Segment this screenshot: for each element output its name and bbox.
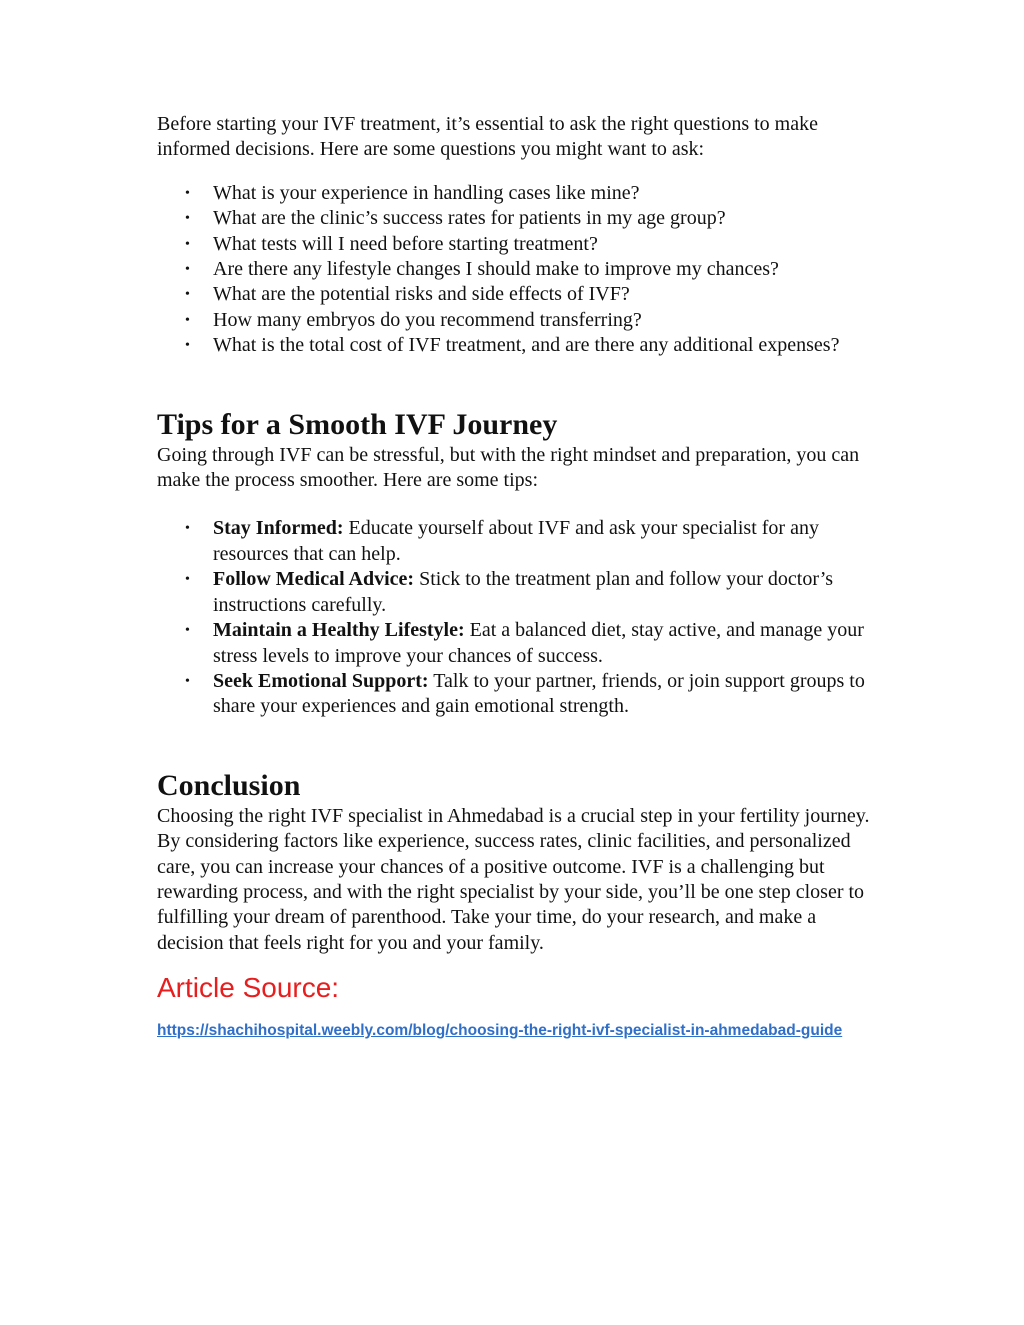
list-item (157, 618, 877, 669)
bullet-icon: • (185, 211, 190, 227)
bullet-icon: • (185, 572, 190, 588)
intro-paragraph: Before starting your IVF treatment, it’s essential to ask the right questions to make informed decisions. Here are some questions you might want to ask: (157, 113, 818, 161)
article-source-link[interactable]: https://shachihospital.weebly.com/blog/choosing-the-right-ivf-specialist-in-ahmedabad-guide (157, 1022, 843, 1040)
bullet-icon: • (185, 623, 190, 639)
list-item: • What is your experience in handling cases like mine? (157, 181, 877, 206)
bullet-icon: • (185, 338, 190, 354)
tip-text: Educate yourself about IVF and ask your specialist for any resources that can help. (213, 517, 819, 565)
list-item: • What are the clinic’s success rates for patients in my age group? (157, 206, 877, 231)
list-item (157, 669, 877, 720)
bullet-icon: • (185, 236, 190, 252)
tips-intro-paragraph: Going through IVF can be stressful, but with the right mindset and preparation, you can make the process smoother. Here are some tips: (157, 443, 860, 492)
tip-text: Stick to the treatment plan and follow your doctor’s instructions carefully. (213, 568, 834, 616)
bullet-icon: • (185, 185, 190, 201)
questions-list (157, 181, 877, 359)
document-page (157, 112, 877, 1041)
conclusion-heading: Conclusion (157, 768, 301, 802)
bullet-icon: • (185, 521, 190, 537)
bullet-icon: • (185, 312, 190, 328)
bullet-icon: • (185, 673, 190, 689)
conclusion-paragraph: Choosing the right IVF specialist in Ahmedabad is a crucial step in your fertility journey. By considering factors like experience, success rates, clinic facilities, and personalized care, you can increase your chances of a positive outcome. IVF is a challenging but rewarding process, and with the right specialist by your side, you’ll be one step closer to fulfilling your dream of parenthood. Take your time, do your research, and make a decision that feels right for you and your family. (157, 804, 870, 954)
tip-label: Maintain a Healthy Lifestyle: (213, 619, 465, 642)
list-item (157, 567, 877, 618)
tip-label: Stay Informed: (213, 517, 344, 540)
list-item (157, 516, 877, 567)
list-item: • What are the potential risks and side effects of IVF? (157, 282, 877, 307)
list-item: • What tests will I need before starting treatment? (157, 232, 877, 257)
list-item: • What is the total cost of IVF treatment, and are there any additional expenses? (157, 333, 877, 358)
bullet-icon: • (185, 287, 190, 303)
bullet-icon: • (185, 262, 190, 278)
tip-label: Seek Emotional Support: (213, 669, 429, 692)
article-source-heading: Article Source: (157, 972, 340, 1004)
tip-label: Follow Medical Advice: (213, 568, 415, 591)
list-item: • How many embryos do you recommend transferring? (157, 308, 877, 333)
tip-text: Eat a balanced diet, stay active, and manage your stress levels to improve your chances of success. (213, 619, 864, 667)
tips-list (157, 516, 877, 719)
tip-text: Talk to your partner, friends, or join support groups to share your experiences and gain emotional strength. (213, 669, 865, 718)
tips-heading: Tips for a Smooth IVF Journey (157, 407, 558, 441)
list-item: • Are there any lifestyle changes I should make to improve my chances? (157, 257, 877, 282)
